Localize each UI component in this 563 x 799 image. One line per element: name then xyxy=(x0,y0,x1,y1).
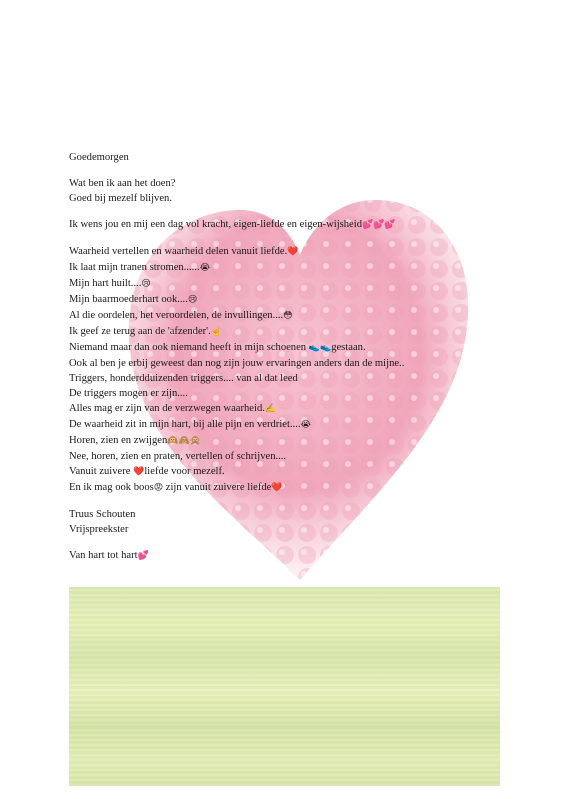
poem-line: Vanuit zuivere ❤️liefde voor mezelf. xyxy=(69,466,225,477)
intro-line: Goed bij mezelf blijven. xyxy=(69,193,172,204)
sad-face-icon: 😢 xyxy=(187,295,198,305)
crying-face-icon: 😭 xyxy=(300,420,312,430)
heart-icon: ❤️ xyxy=(133,467,145,477)
hearts-icon: 💕💕💕 xyxy=(362,220,396,230)
hearts-icon: 💕 xyxy=(137,551,149,561)
sad-face-icon: 😢 xyxy=(141,279,151,289)
three-monkeys-icon: 🙉🙈🙊 xyxy=(167,436,201,446)
poem-line: De waarheid zit in mijn hart, bij alle pijn en verdriet....😭 xyxy=(69,419,312,430)
closing-line: Van hart tot hart💕 xyxy=(69,550,149,561)
poem-line: En ik mag ook boos😡 zijn vanuit zuivere liefde❤️ xyxy=(69,482,283,493)
wish-line xyxy=(69,217,509,233)
writing-hand-icon: ✍️ xyxy=(264,404,277,414)
wish-text: Ik wens jou en mij een dag vol kracht, eigen-liefde en eigen-wijsheid xyxy=(69,219,362,230)
poem-line: Niemand maar dan ook niemand heeft in mijn schoenen 👟👟gestaan. xyxy=(69,342,366,353)
poem-line: Mijn hart huilt....😢 xyxy=(69,278,151,289)
signature-title: Vrijspreekster xyxy=(69,524,129,535)
poem-line: Waarheid vertellen en waarheid delen vanuit liefde.❤️ xyxy=(69,246,299,257)
angry-face-icon: 😡 xyxy=(153,483,164,493)
poem-line: Ik geef ze terug aan de 'afzender'.☝️ xyxy=(69,326,222,337)
greeting: Goedemorgen xyxy=(69,152,129,163)
flushed-face-icon: 😳 xyxy=(283,311,293,321)
pointing-finger-icon: ☝️ xyxy=(210,327,222,337)
poem-body xyxy=(69,244,509,496)
poem-line: Mijn baarmoederhart ook....😢 xyxy=(69,294,198,305)
poem-line: Triggers, honderdduizenden triggers.... van al dat leed xyxy=(69,373,298,384)
poem-line: Ook al ben je erbij geweest dan nog zijn jouw ervaringen anders dan de mijne.. xyxy=(69,358,405,369)
letter xyxy=(69,150,509,564)
poem-line: Nee, horen, zien en praten, vertellen of schrijven.... xyxy=(69,451,287,462)
heart-icon: ❤️ xyxy=(287,247,299,257)
heart-icon: ❤️ xyxy=(271,483,283,493)
shoes-icon: 👟👟 xyxy=(308,343,332,353)
poem-line: De triggers mogen er zijn.... xyxy=(69,388,188,399)
poem-line: Horen, zien en zwijgen🙉🙈🙊 xyxy=(69,435,201,446)
poem-line: Ik laat mijn tranen stromen......😭 xyxy=(69,262,211,273)
poem-line: Alles mag er zijn van de verzwegen waarheid.✍️ xyxy=(69,403,277,414)
crying-face-icon: 😭 xyxy=(199,263,211,273)
signature-name: Truus Schouten xyxy=(69,509,136,520)
poem-line: Al die oordelen, het veroordelen, de invullingen....😳 xyxy=(69,310,293,321)
intro-line: Wat ben ik aan het doen? xyxy=(69,178,176,189)
green-image-block xyxy=(69,587,500,786)
